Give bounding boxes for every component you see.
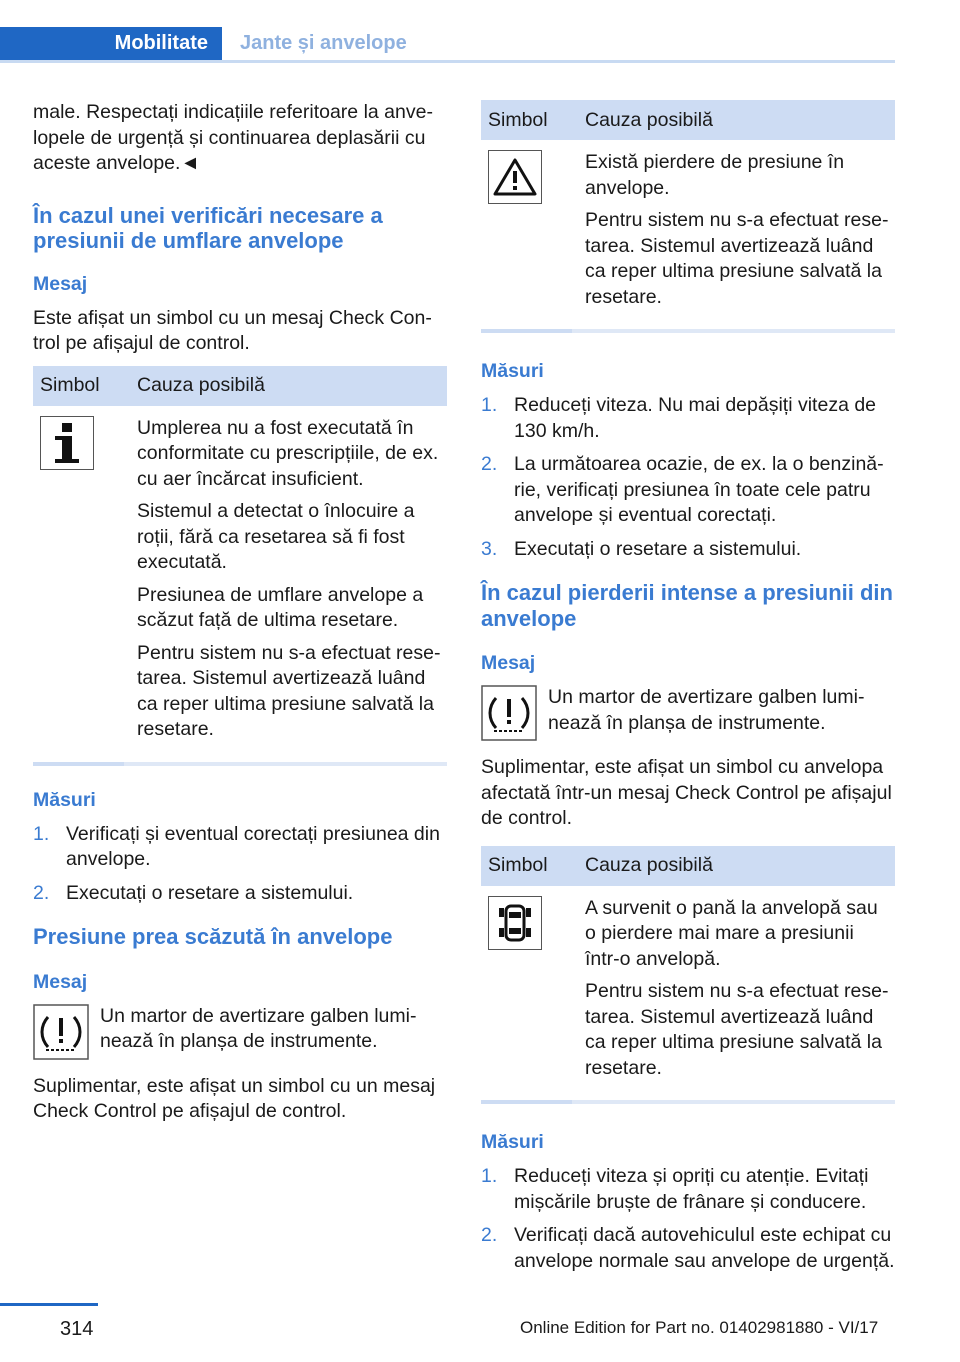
info-icon: [40, 416, 94, 470]
table-header-symbol: Simbol: [481, 100, 571, 140]
cause-text: Pentru sistem nu s-a efectuat resetarea. Sistemul avertizează luând ca reper ultima presiune salvată la resetare.: [585, 209, 889, 308]
symbol-table: [481, 846, 895, 1101]
table-end-rule: [481, 1100, 895, 1104]
cause-cell: [571, 886, 895, 1101]
symbol-cell: [33, 406, 123, 762]
warning-row: [33, 1004, 447, 1060]
extra-text: Suplimentar, este afișat un simbol cu anvelopa afectată într-un mesaj Check Control pe afișajul de control.: [481, 756, 892, 829]
chapter-tab: Mobilitate: [0, 27, 222, 60]
warning-triangle-icon: [488, 150, 542, 204]
cause-text: Pentru sistem nu s-a efectuat resetarea. Sistemul avertizează luând ca reper ultima presiune salvată la resetare.: [585, 980, 889, 1079]
masuri-list: [481, 1164, 895, 1274]
list-text: Reduceți viteza. Nu mai depășiți viteza de 130 km/h.: [514, 394, 877, 442]
list-number: 2.: [33, 881, 50, 904]
header-rule: [0, 60, 895, 63]
cause-text: A survenit o pană la anvelopă sau o pierdere mai mare a presiunii într-o anvelopă.: [585, 896, 878, 970]
warning-text: Un martor de avertizare galben luminează în planșa de instrumente.: [100, 1004, 417, 1052]
masuri-label: Măsuri: [33, 788, 96, 811]
list-item: [481, 537, 895, 563]
cause-cell: [571, 140, 895, 329]
cause-text: Presiunea de umflare anvelope a scăzut față de ultima resetare.: [137, 583, 424, 631]
table-header-cause: Cauza posibilă: [123, 366, 447, 406]
cause-text: Sistemul a detectat o înlocuire a roții, fără ca resetarea să fi fost executată.: [137, 500, 415, 573]
edition-note: Online Edition for Part no. 01402981880 - VI/17: [520, 1318, 879, 1337]
list-item: [481, 1164, 895, 1215]
table-end-rule: [481, 329, 895, 333]
tire-pressure-warning-icon: [33, 1004, 89, 1060]
tire-pressure-warning-icon: [481, 685, 537, 741]
list-item: [33, 881, 447, 907]
page-header: [0, 0, 895, 62]
cause-text: Există pierdere de presiune în anvelope.: [585, 151, 845, 199]
list-number: 2.: [481, 453, 498, 475]
masuri-label: Măsuri: [481, 360, 544, 382]
left-column: [33, 100, 447, 1134]
list-number: 1.: [481, 394, 498, 416]
list-number: 3.: [481, 537, 498, 560]
list-text: Executați o resetare a sistemului.: [66, 881, 354, 904]
intro-paragraph: male. Respectați indicațiile referitoare la anvelopele de urgență și continuarea deplasării cu aceste anvelope.◄: [33, 101, 433, 174]
warning-text: Un martor de avertizare galben luminează în planșa de instrumente.: [548, 686, 865, 734]
list-text: Executați o resetare a sistemului.: [514, 537, 802, 560]
section-heading: În cazul pierderii intense a presiunii din anvelope: [481, 580, 893, 631]
list-item: [481, 1223, 895, 1274]
list-number: 1.: [33, 822, 50, 845]
masuri-list: [481, 393, 895, 562]
list-item: [481, 393, 895, 444]
masuri-label: Măsuri: [481, 1131, 544, 1153]
list-text: Verificați dacă autovehiculul este echipat cu anvelope normale sau anvelope de urgență.: [514, 1224, 895, 1272]
list-item: [481, 452, 895, 529]
section-heading: În cazul unei verificări necesare a presiunii de umflare anvelope: [33, 202, 383, 253]
section-title: Jante și anvelope: [240, 32, 407, 54]
mesaj-label: Mesaj: [33, 272, 88, 295]
symbol-cell: [481, 886, 571, 1101]
right-column: [481, 100, 895, 1282]
list-number: 1.: [481, 1165, 498, 1187]
mesaj-label: Mesaj: [33, 970, 88, 993]
table-header-cause: Cauza posibilă: [571, 100, 895, 140]
symbol-table: [481, 100, 895, 329]
symbol-cell: [481, 140, 571, 329]
section-heading: Presiune prea scăzută în anvelope: [33, 924, 393, 949]
list-number: 2.: [481, 1224, 498, 1246]
cause-text: Pentru sistem nu s-a efectuat resetarea. Sistemul avertizează luând ca reper ultima presiune salvată la resetare.: [137, 641, 441, 740]
mesaj-label: Mesaj: [481, 652, 536, 674]
cause-cell: [123, 406, 447, 762]
list-item: [33, 822, 447, 873]
symbol-table: [33, 366, 447, 762]
extra-text: Suplimentar, este afișat un simbol cu un mesaj Check Control pe afișajul de control.: [33, 1074, 436, 1122]
masuri-list: [33, 822, 447, 907]
table-header-symbol: Simbol: [33, 366, 123, 406]
warning-row: [481, 685, 895, 741]
car-flat-tire-icon: [488, 896, 542, 950]
mesaj-text: Este afișat un simbol cu un mesaj Check Control pe afișajul de control.: [33, 306, 432, 354]
list-text: Reduceți viteza și opriți cu atenție. Evitați mișcările bruște de frânare și conducere.: [514, 1165, 869, 1213]
cause-text: Umplerea nu a fost executată în conformitate cu prescripțiile, de ex. cu aer încărcat insuficient.: [137, 416, 439, 490]
page-number: 314: [60, 1318, 94, 1340]
footer-rule: [0, 1303, 98, 1306]
list-text: La următoarea ocazie, de ex. la o benzinărie, verificați presiunea în toate cele patru anvelope și eventual corectați.: [514, 453, 884, 526]
table-header-cause: Cauza posibilă: [571, 846, 895, 886]
table-end-rule: [33, 762, 447, 766]
list-text: Verificați și eventual corectați presiunea din anvelope.: [66, 822, 440, 870]
table-header-symbol: Simbol: [481, 846, 571, 886]
